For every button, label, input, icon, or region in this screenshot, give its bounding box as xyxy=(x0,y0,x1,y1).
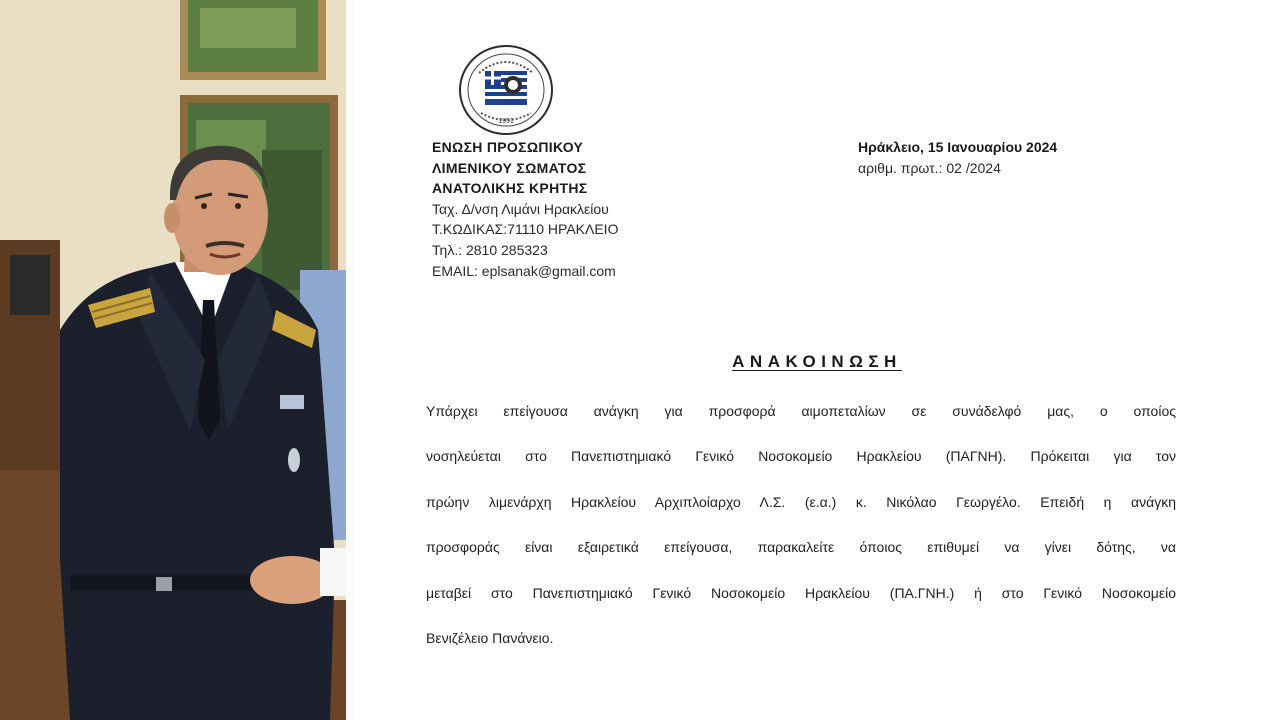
org-name-line-1: ΕΝΩΣΗ ΠΡΟΣΩΠΙΚΟΥ xyxy=(432,139,584,155)
phone-number: Τηλ.: 2810 285323 xyxy=(432,241,548,258)
body-line: προσφοράς είναι εξαιρετικά επείγουσα, παρακαλείτε όποιος επιθυμεί να γίνει δότης, να xyxy=(426,539,1176,556)
photo-divider xyxy=(346,0,354,720)
postal-address: Ταχ. Δ/νση Λιμάνι Ηρακλείου xyxy=(432,200,609,217)
email-address: EMAIL: eplsanak@gmail.com xyxy=(432,262,616,279)
body-line: Υπάρχει επείγουσα ανάγκη για προσφορά αιμοπεταλίων σε συνάδελφό μας, ο οποίος xyxy=(426,403,1176,419)
postal-code: Τ.ΚΩΔΙΚΑΣ:71110 ΗΡΑΚΛΕΙΟ xyxy=(432,221,619,238)
announcement-body xyxy=(426,400,1176,672)
body-line: πρώην λιμενάρχη Ηρακλείου Αρχιπλοίαρχο Λ.Σ. (ε.α.) κ. Νικόλαο Γεωργέλο. Επειδή η ανάγκη xyxy=(426,493,1176,510)
officer-photo xyxy=(0,0,346,720)
document-title: ΑΝΑΚΟΙΝΩΣΗ xyxy=(732,352,902,371)
protocol-number: αριθμ. πρωτ.: 02 /2024 xyxy=(858,160,1001,176)
body-line: νοσηλεύεται στο Πανεπιστημιακό Γενικό Νοσοκομείο Ηρακλείου (ΠΑΓΝΗ). Πρόκειται για τον xyxy=(426,448,1176,465)
union-seal-logo xyxy=(457,43,555,137)
body-line: Βενιζέλειο Πανάνειο. xyxy=(426,629,554,646)
body-line: μεταβεί στο Πανεπιστημιακό Γενικό Νοσοκομείο Ηρακλείου (ΠΑ.ΓΝΗ.) ή στο Γενικό Νοσοκομείο xyxy=(426,584,1176,601)
date-block xyxy=(858,137,1158,179)
announcement-document xyxy=(354,0,1280,720)
svg-text:1951: 1951 xyxy=(498,118,514,125)
org-name-line-2: ΛΙΜΕΝΙΚΟΥ ΣΩΜΑΤΟΣ xyxy=(432,159,587,176)
org-name-line-3: ΑΝΑΤΟΛΙΚΗΣ ΚΡΗΤΗΣ xyxy=(432,180,588,197)
document-date: Ηράκλειο, 15 Ιανουαρίου 2024 xyxy=(858,139,1058,155)
sender-block xyxy=(432,137,792,281)
